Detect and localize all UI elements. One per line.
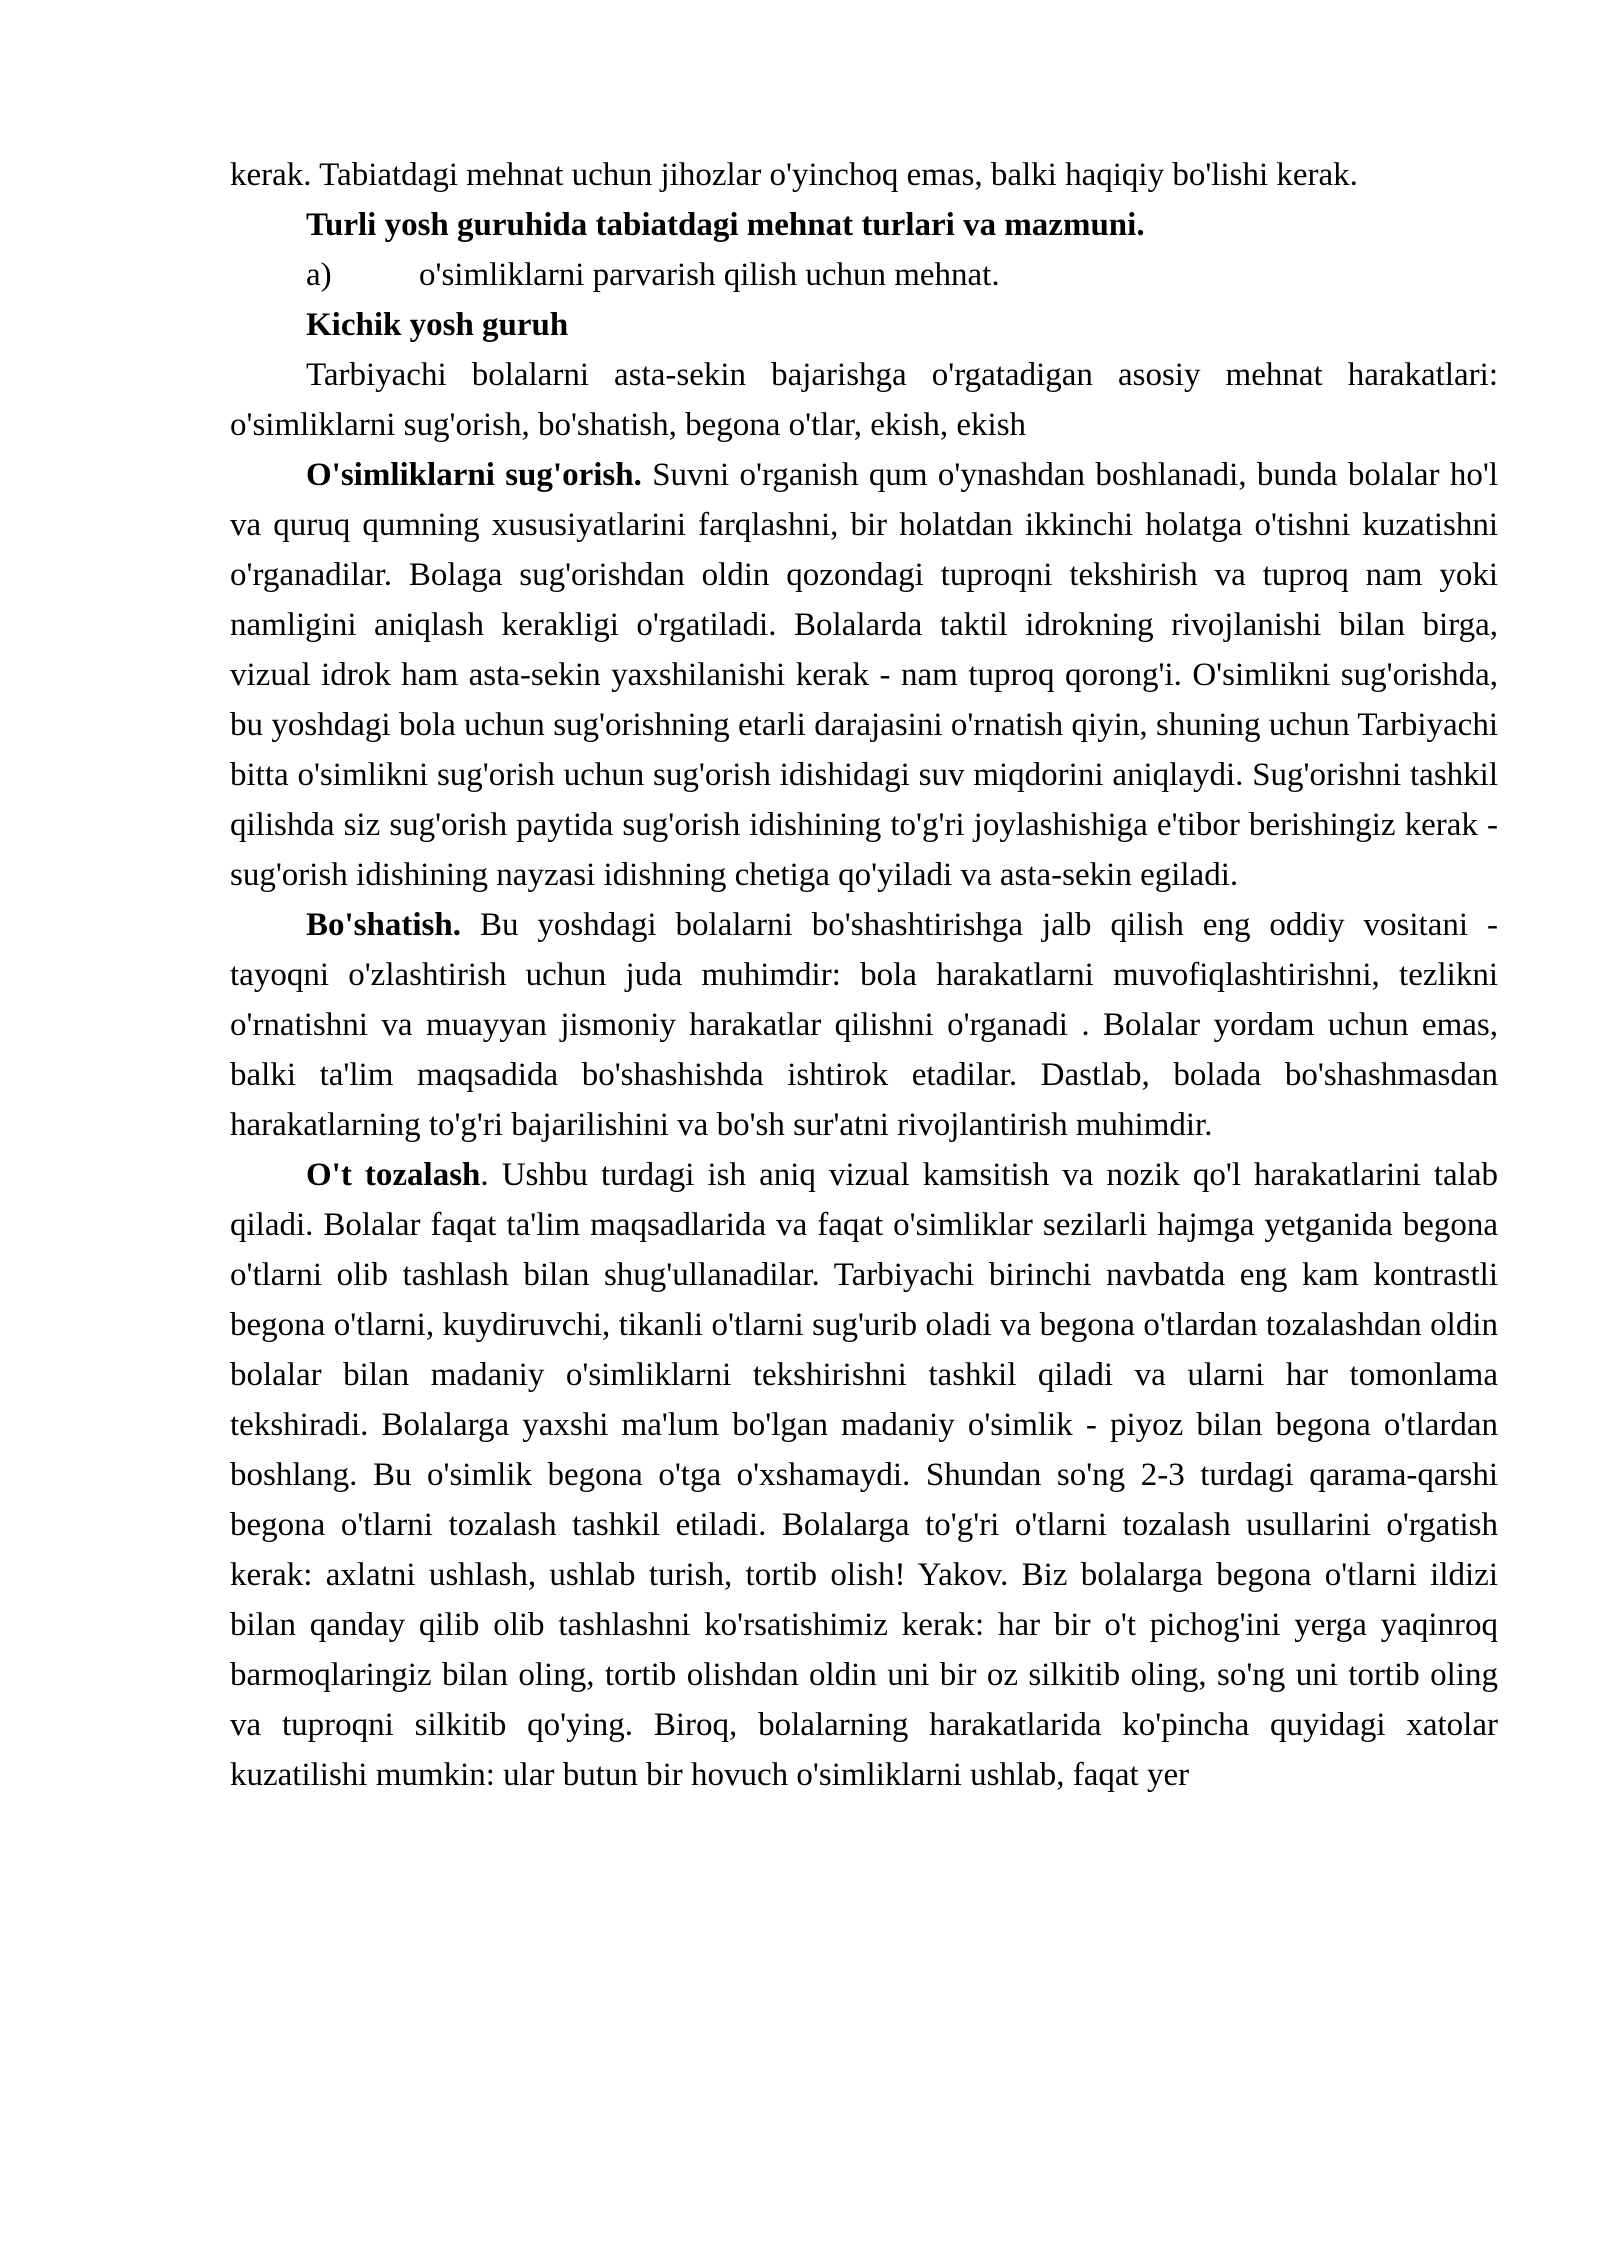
paragraph-watering xyxy=(230,450,1498,900)
paragraph-loosening-title: Bo'shatish. xyxy=(306,907,461,943)
paragraph-watering-text: Suvni o'rganish qum o'ynashdan boshlanadi, bunda bolalar ho'l va quruq qumning xususiyatlarini farqlashni, bir holatdan ikkinchi holatga o'tishni kuzatishni o'rganadilar. Bolaga sug'orishdan oldin qozondagi tuproqni tekshirish va tuproq nam yoki namligini aniqlash kerakligi o'rgatiladi. Bolalarda taktil idrokning rivojlanishi bilan birga, vizual idrok ham asta-sekin yaxshilanishi kerak - nam tuproq qorong'i. O'simlikni sug'orishda, bu yoshdagi bola uchun sug'orishning etarli darajasini o'rnatish qiyin, shuning uchun Tarbiyachi bitta o'simlikni sug'orish uchun sug'orish idishidagi suv miqdorini aniqlaydi. Sug'orishni tashkil qilishda siz sug'orish paytida sug'orish idishining to'g'ri joylashishiga e'tibor berishingiz kerak - sug'orish idishining nayzasi idishning chetiga qo'yiladi va asta-sekin egiladi. xyxy=(230,457,1498,893)
list-item xyxy=(230,250,1498,300)
intro-continuation: kerak. Tabiatdagi mehnat uchun jihozlar o'yinchoq emas, balki haqiqiy bo'lishi kerak. xyxy=(230,157,1358,193)
section-heading: Turli yosh guruhida tabiatdagi mehnat turlari va mazmuni. xyxy=(306,207,1145,243)
paragraph-loosening-text: Bu yoshdagi bolalarni bo'shashtirishga jalb qilish eng oddiy vositani - tayoqni o'zlashtirish uchun juda muhimdir: bola harakatlarni muvofiqlashtirishni, tezlikni o'rnatishni va muayyan jismoniy harakatlar qilishni o'rganadi . Bolalar yordam uchun emas, balki ta'lim maqsadida bo'shashishda ishtirok etadilar. Dastlab, bolada bo'shashmasdan harakatlarning to'g'ri bajarilishini va bo'sh sur'atni rivojlantirish muhimdir. xyxy=(230,907,1498,1143)
list-item-text: o'simliklarni parvarish qilish uchun mehnat. xyxy=(419,257,1000,293)
paragraph-weeding-text: . Ushbu turdagi ish aniq vizual kamsitish va nozik qo'l harakatlarini talab qiladi. Bolalar faqat ta'lim maqsadlarida va faqat o'simliklar sezilarli hajmga yetganida begona o'tlarni olib tashlash bilan shug'ullanadilar. Tarbiyachi birinchi navbatda eng kam kontrastli begona o'tlarni, kuydiruvchi, tikanli o'tlarni sug'urib oladi va begona o'tlardan tozalashdan oldin bolalar bilan madaniy o'simliklarni tekshirishni tashkil qiladi va ularni har tomonlama tekshiradi. Bolalarga yaxshi ma'lum bo'lgan madaniy o'simlik - piyoz bilan begona o'tlardan boshlang. Bu o'simlik begona o'tga o'xshamaydi. Shundan so'ng 2-3 turdagi qarama-qarshi begona o'tlarni tozalash tashkil etiladi. Bolalarga to'g'ri o'tlarni tozalash usullarini o'rgatish kerak: axlatni ushlash, ushlab turish, tortib olish! Yakov. Biz bolalarga begona o'tlarni ildizi bilan qanday qilib olib tashlashni ko'rsatishimiz kerak: har bir o't pichog'ini yerga yaqinroq barmoqlaringiz bilan oling, tortib olishdan oldin uni bir oz silkitib oling, so'ng uni tortib oling va tuproqni silkitib qo'ying. Biroq, bolalarning harakatlarida ko'pincha quyidagi xatolar kuzatilishi mumkin: ular butun bir hovuch o'simliklarni ushlab, faqat yer xyxy=(230,1157,1499,1793)
document-page xyxy=(230,150,1498,1800)
paragraph-loosening xyxy=(230,900,1498,1150)
paragraph-1: Tarbiyachi bolalarni asta-sekin bajarishga o'rgatadigan asosiy mehnat harakatlari: o'simliklarni sug'orish, bo'shatish, begona o'tlar, ekish, ekish xyxy=(230,357,1498,443)
subheading: Kichik yosh guruh xyxy=(306,307,569,343)
paragraph-weeding-title: O't tozalash xyxy=(306,1157,481,1193)
paragraph-weeding xyxy=(230,1150,1498,1800)
paragraph-watering-title: O'simliklarni sug'orish. xyxy=(306,457,642,493)
list-marker: a) xyxy=(306,257,332,293)
